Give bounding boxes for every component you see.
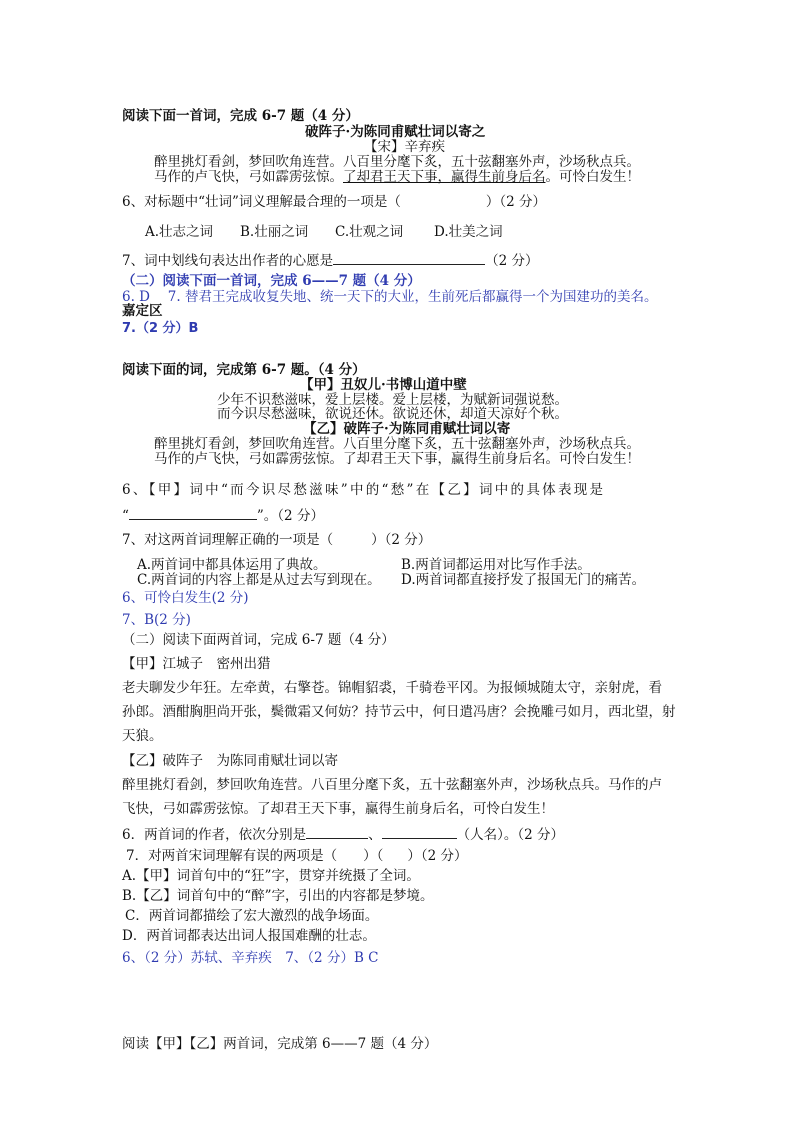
answer-blank-2 — [382, 825, 457, 839]
section1-q6-option-c: C.壮观之词 — [335, 224, 404, 240]
q7-text: 7、词中划线句表达出作者的心愿是 — [122, 253, 334, 269]
section3-intro: （二）阅读下面两首词，完成 6-7 题（4 分） — [122, 632, 395, 648]
section1-answer2: 7.（2 分）B — [122, 321, 199, 336]
section4-intro: 阅读【甲】【乙】两首词，完成第 6——7 题（4 分） — [122, 1036, 438, 1052]
answer-blank-1 — [306, 825, 368, 839]
section2-jia-title: 【甲】丑奴儿·书博山道中壁 — [300, 377, 467, 393]
section2-option-d: D.两首词都直接抒发了报国无门的痛苦。 — [401, 572, 646, 588]
section1-answer-line: 6. D 7. 替君王完成收复失地、统一天下的大业，生前死后都赢得一个为国建功的美名。 — [122, 289, 658, 305]
section2-jia-line1: 少年不识愁滋味，爱上层楼。爱上层楼，为赋新词强说愁。 — [217, 392, 568, 408]
underlined-line: 了却君王天下事，赢得生前身后名 — [343, 169, 546, 185]
section3-answer: 6、（2 分）苏轼、辛弃疾 7、（2 分）B C — [122, 950, 379, 966]
q6-end: ）（2 分） — [485, 194, 547, 210]
section2-jia-line2: 而今识尽愁滋味，欲说还休。欲说还休，却道天凉好个秋。 — [217, 406, 568, 422]
section3-jia-para-line1: 老夫聊发少年狂。左牵黄，右擎苍。锦帽貂裘，千骑卷平冈。为报倾城随太守，亲射虎，看 — [122, 680, 662, 696]
section1-answer-header: （二）阅读下面一首词，完成 6——7 题（4 分） — [122, 273, 421, 289]
section3-jia-para-line3: 天狼。 — [122, 728, 163, 744]
poem-line2-pre: 马作的卢飞快，弓如霹雳弦惊。 — [154, 169, 343, 185]
section3-option-c: C．两首词都描绘了宏大激烈的战争场面。 — [125, 908, 379, 924]
q7-text: 7、对这两首词理解正确的一项是（ — [122, 532, 334, 548]
section2-q6-line1: 6、【甲】词中“而今识尽愁滋味”中的“愁”在【乙】词中的具体表现是 — [122, 482, 606, 498]
q6-open-quote: “ — [122, 508, 129, 524]
section2-intro: 阅读下面的词，完成第 6-7 题。（4 分） — [122, 362, 366, 378]
section2-yi-line2: 马作的卢飞快，弓如霹雳弦惊。了却君王天下事，赢得生前身后名。可怜白发生！ — [154, 451, 640, 467]
answer-blank — [129, 506, 257, 520]
q6-text: 6．两首词的作者，依次分别是 — [122, 827, 307, 843]
q7-mid: ）（ — [363, 848, 384, 864]
q6-close: ”。（2 分） — [256, 508, 324, 524]
section2-q7 — [122, 532, 431, 549]
q7-end: ）（2 分） — [407, 848, 468, 864]
section3-q6 — [122, 825, 564, 844]
section3-option-d: D．两首词都表达出词人报国难酬的壮志。 — [122, 928, 376, 944]
section1-q7 — [122, 251, 538, 270]
section1-q6-option-a: A.壮志之词 — [145, 224, 214, 240]
section1-poem-title: 破阵子·为陈同甫赋壮词以寄之 — [305, 124, 486, 140]
q6-text: 6、对标题中“壮词”词义理解最合理的一项是（ — [122, 194, 401, 210]
section1-poem-line1: 醉里挑灯看剑，梦回吹角连营。八百里分麾下炙，五十弦翻塞外声，沙场秋点兵。 — [154, 154, 640, 170]
poem-line2-post: 。可怜白发生！ — [545, 169, 640, 185]
section1-q6-option-b: B.壮丽之词 — [240, 224, 309, 240]
district-label: 嘉定区 — [122, 303, 163, 319]
section1-q6 — [122, 194, 546, 211]
section3-option-a: A.【甲】词首句中的“狂”字，贯穿并统摄了全词。 — [122, 868, 420, 884]
section1-author: 【宋】辛弃疾 — [364, 139, 445, 155]
q6-sep: 、 — [368, 827, 382, 843]
section3-q7 — [126, 848, 467, 865]
q6-end: （人名）。（2 分） — [456, 827, 564, 843]
q7-text: 7．对两首宋词理解有误的两项是（ — [126, 848, 338, 864]
section2-yi-line1: 醉里挑灯看剑，梦回吹角连营。八百里分麾下炙，五十弦翻塞外声，沙场秋点兵。 — [154, 436, 640, 452]
section2-option-a: A.两首词中都具体运用了典故。 — [137, 557, 327, 573]
section1-poem-line2 — [154, 169, 640, 186]
q7-end: （2 分） — [485, 253, 539, 269]
section1-q6-option-d: D.壮美之词 — [434, 224, 503, 240]
section2-answer7: 7、B(2 分) — [122, 612, 191, 628]
section2-q6-line2 — [122, 506, 324, 525]
section2-answer6: 6、可怜白发生(2 分) — [122, 590, 249, 606]
section2-option-b: B.两首词都运用对比写作手法。 — [401, 557, 591, 573]
answer-blank — [333, 251, 485, 265]
section3-jia-title: 【甲】江城子 密州出猎 — [122, 656, 271, 672]
section3-yi-title: 【乙】破阵子 为陈同甫赋壮词以寄 — [122, 753, 338, 769]
section2-option-c: C.两首词的内容上都是从过去写到现在。 — [137, 572, 381, 588]
q7-end: ）（2 分） — [371, 532, 432, 548]
section3-yi-para-line2: 飞快，弓如霹雳弦惊。了却君王天下事，赢得生前身后名，可怜白发生！ — [122, 801, 554, 817]
section2-yi-title: 【乙】破阵子·为陈同甫赋壮词以寄 — [303, 421, 511, 437]
section1-intro: 阅读下面一首词，完成 6-7 题（4 分） — [122, 108, 359, 124]
section3-jia-para-line2: 孙郎。酒酣胸胆尚开张，鬓微霜又何妨？持节云中，何日遣冯唐？会挽雕弓如月，西北望，射 — [122, 704, 676, 720]
section3-option-b: B.【乙】词首句中的“醉”字，引出的内容都是梦境。 — [122, 888, 434, 904]
section3-yi-para-line1: 醉里挑灯看剑，梦回吹角连营。八百里分麾下炙，五十弦翻塞外声，沙场秋点兵。马作的卢 — [122, 777, 662, 793]
